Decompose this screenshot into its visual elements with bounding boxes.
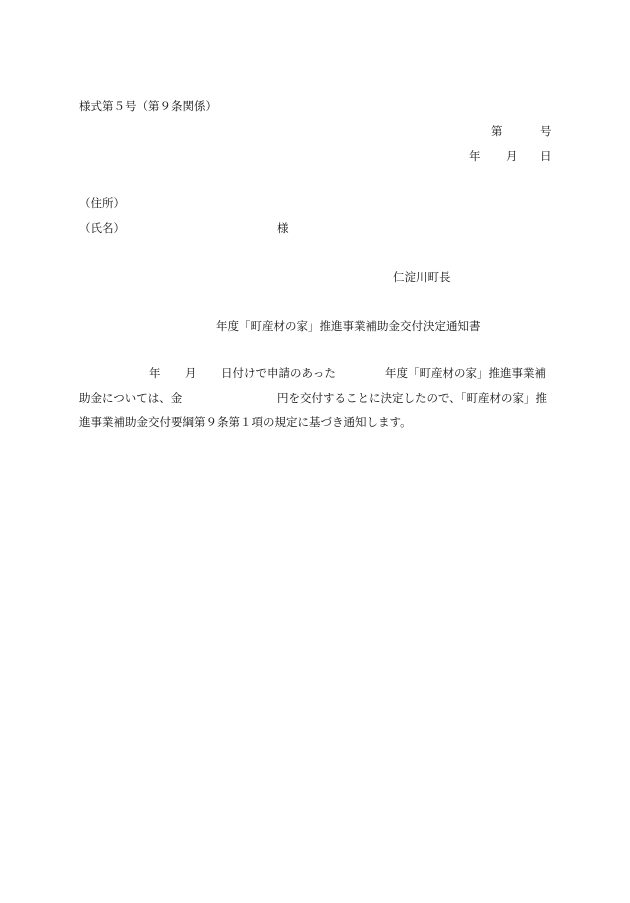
name-label: （氏名）: [79, 221, 125, 235]
body-amount-lead: 助金については、金: [79, 391, 183, 405]
body-year: 年: [149, 366, 161, 380]
body-regulation: 進事業補助金交付要綱第９条第１項の規定に基づき通知します。: [79, 415, 412, 429]
address-label: （住所）: [79, 196, 125, 210]
document-title: 年度「町産材の家」推進事業補助金交付決定通知書: [216, 319, 481, 333]
date-year: 年: [469, 149, 481, 163]
issuer-name: 仁淀川町長: [393, 270, 451, 284]
form-label: 様式第５号（第９条関係）: [79, 99, 217, 113]
date-day: 日: [540, 149, 552, 163]
date-month: 月: [506, 149, 518, 163]
honorific: 様: [277, 221, 289, 235]
body-applied: 日付けで申請のあった: [221, 366, 336, 380]
body-amount-rest: 円を交付することに決定したので、「町産材の家」推: [277, 391, 548, 405]
body-program: 年度「町産材の家」推進事業補: [385, 366, 546, 380]
body-month: 月: [185, 366, 197, 380]
number-prefix: 第: [491, 124, 503, 138]
number-suffix: 号: [540, 124, 552, 138]
